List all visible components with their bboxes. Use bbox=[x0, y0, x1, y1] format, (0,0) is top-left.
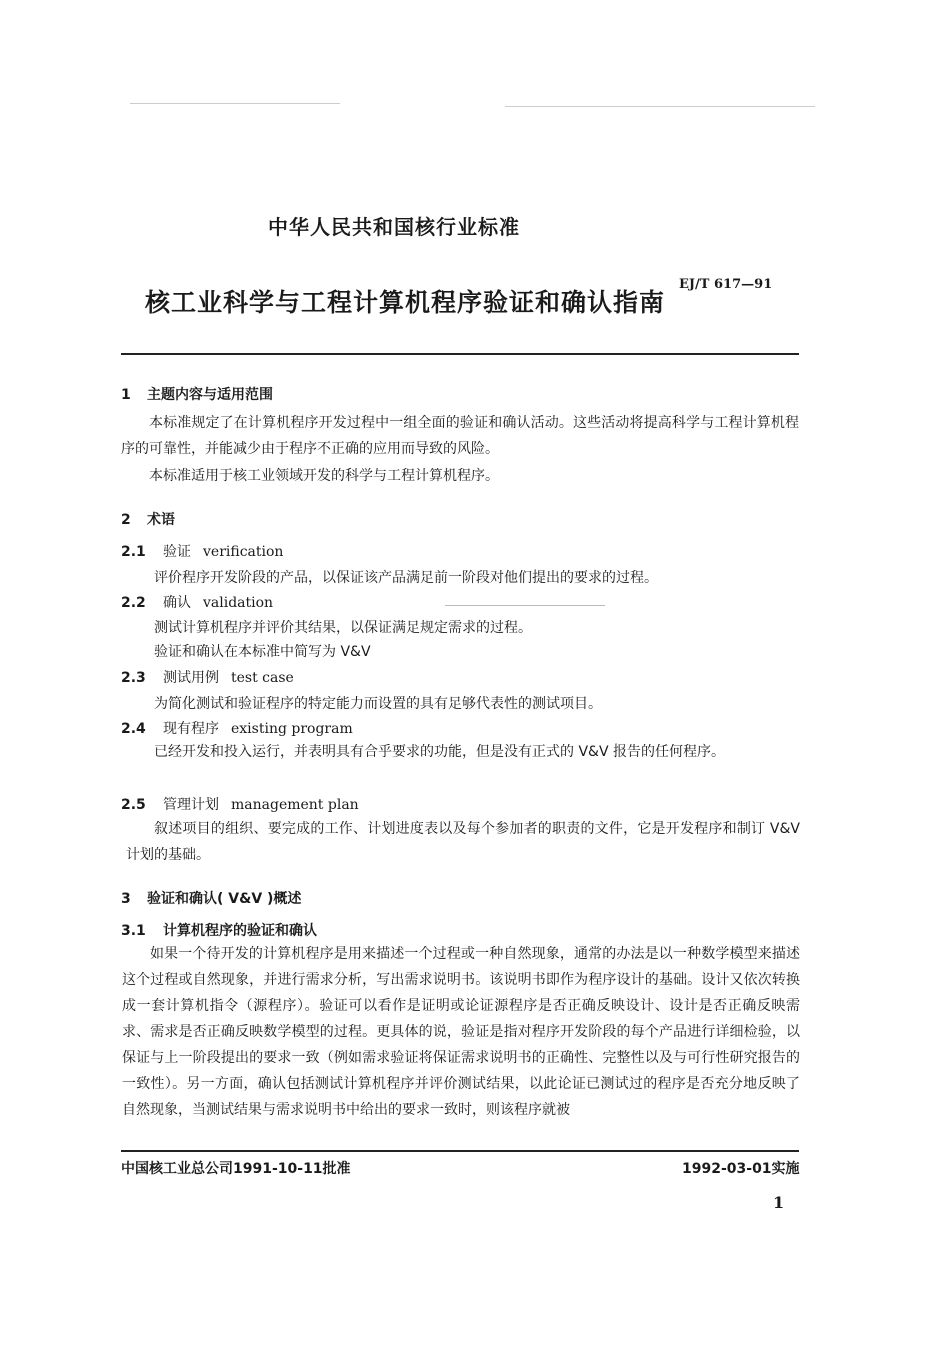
section-title: 验证和确认( V&V )概述 bbox=[147, 891, 302, 907]
term-number: 2.4 bbox=[121, 721, 146, 737]
term-english: existing program bbox=[231, 721, 353, 737]
section-1-paragraph-2: 本标准适用于核工业领域开发的科学与工程计算机程序。 bbox=[149, 468, 499, 484]
term-2-1-definition: 评价程序开发阶段的产品，以保证该产品满足前一阶段对他们提出的要求的过程。 bbox=[154, 570, 658, 586]
effective-date: 1992-03-01实施 bbox=[682, 1161, 800, 1177]
footer-rule bbox=[121, 1150, 799, 1152]
term-number: 2.2 bbox=[121, 595, 146, 611]
approval-date: 中国核工业总公司1991-10-11批准 bbox=[121, 1161, 351, 1177]
section-1-heading bbox=[121, 384, 273, 404]
section-3-heading bbox=[121, 888, 301, 908]
term-english: validation bbox=[203, 595, 274, 611]
term-2-3-heading bbox=[121, 667, 294, 687]
term-chinese: 现有程序 bbox=[163, 721, 219, 737]
scan-artifact bbox=[505, 106, 815, 107]
term-english: verification bbox=[203, 544, 284, 560]
term-chinese: 管理计划 bbox=[163, 797, 219, 813]
term-number: 2.5 bbox=[121, 797, 146, 813]
term-english: test case bbox=[231, 670, 294, 686]
term-number: 2.1 bbox=[121, 544, 146, 560]
term-chinese: 验证 bbox=[163, 544, 191, 560]
section-number: 1 bbox=[121, 387, 131, 403]
document-title: 核工业科学与工程计算机程序验证和确认指南 bbox=[145, 288, 666, 317]
standard-name: 中华人民共和国核行业标准 bbox=[268, 215, 520, 239]
term-2-1-heading bbox=[121, 541, 283, 561]
term-2-4-heading bbox=[121, 718, 353, 738]
section-title: 术语 bbox=[147, 512, 175, 528]
term-2-3-definition: 为简化测试和验证程序的特定能力而设置的具有足够代表性的测试项目。 bbox=[154, 696, 602, 712]
section-number: 2 bbox=[121, 512, 131, 528]
term-number: 2.3 bbox=[121, 670, 146, 686]
term-2-5-definition: 叙述项目的组织、要完成的工作、计划进度表以及每个参加者的职责的文件，它是开发程序和制订 V&V 计划的基础。 bbox=[126, 821, 800, 863]
term-english: management plan bbox=[231, 797, 359, 813]
section-title: 主题内容与适用范围 bbox=[147, 387, 273, 403]
term-2-2-heading bbox=[121, 592, 273, 612]
subsection-number: 3.1 bbox=[121, 923, 146, 939]
term-2-5-heading bbox=[121, 794, 359, 814]
section-1-paragraph-1: 本标准规定了在计算机程序开发过程中一组全面的验证和确认活动。这些活动将提高科学与工程计算机程序的可靠性，并能减少由于程序不正确的应用而导致的风险。 bbox=[121, 415, 799, 457]
term-2-2-note: 验证和确认在本标准中简写为 V&V bbox=[154, 644, 371, 660]
term-chinese: 确认 bbox=[163, 595, 191, 611]
header-rule bbox=[121, 353, 799, 355]
section-2-heading bbox=[121, 509, 175, 529]
subsection-3-1-heading bbox=[121, 920, 317, 940]
term-2-2-definition: 测试计算机程序并评价其结果，以保证满足规定需求的过程。 bbox=[154, 620, 532, 636]
subsection-3-1-body: 如果一个待开发的计算机程序是用来描述一个过程或一种自然现象，通常的办法是以一种数学模型来描述这个过程或自然现象，并进行需求分析，写出需求说明书。该说明书即作为程序设计的基础。设计又依次转换成一套计算机指令（源程序）。验证可以看作是证明或论证源程序是否正确反映设计、设计是否正确反映需求、需求是否正确反映数学模型的过程。更具体的说，验证是指对程序开发阶段的每个产品进行详细检验，以保证与上一阶段提出的要求一致（例如需求验证将保证需求说明书的正确性、完整性以及与可行性研究报告的一致性）。另一方面，确认包括测试计算机程序并评价测试结果，以此论证已测试过的程序是否充分地反映了自然现象，当测试结果与需求说明书中给出的要求一致时，则该程序就被 bbox=[122, 946, 800, 1118]
scan-artifact bbox=[445, 605, 605, 606]
section-number: 3 bbox=[121, 891, 131, 907]
scan-artifact bbox=[130, 103, 340, 104]
term-chinese: 测试用例 bbox=[163, 670, 219, 686]
term-2-4-definition: 已经开发和投入运行，并表明具有合乎要求的功能，但是没有正式的 V&V 报告的任何程序。 bbox=[154, 744, 725, 760]
page-number: 1 bbox=[773, 1193, 785, 1212]
subsection-title: 计算机程序的验证和确认 bbox=[163, 923, 317, 939]
document-code: EJ/T 617—91 bbox=[679, 277, 773, 292]
